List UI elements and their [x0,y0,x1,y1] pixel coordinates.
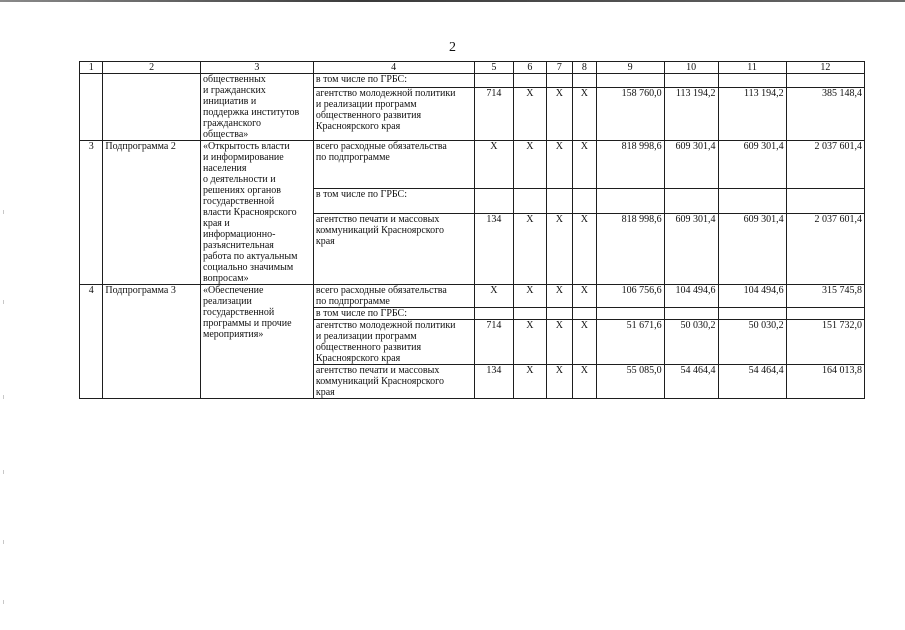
expense-description-cell-line: агентство печати и массовых [315,365,440,376]
value-col11-cell: 609 301,4 [718,141,786,189]
grbs-code-cell: X [474,285,514,308]
col7-cell: X [546,214,572,285]
value-col11-cell: 54 464,4 [718,365,786,399]
value-col11-cell: 50 030,2 [718,320,786,365]
column-header: 5 [474,62,514,74]
subprogram-name-cell-line: информационно- [202,229,276,240]
subprogram-name-cell-line: решениях органов [202,185,281,196]
row-number-cell: 3 [80,141,103,285]
col6-cell: X [514,365,547,399]
scan-top-edge [0,0,905,2]
value-col11-cell: 609 301,4 [718,214,786,285]
value-col10-cell [664,308,718,320]
grbs-code-cell: 134 [474,365,514,399]
value-col11-cell: 104 494,6 [718,285,786,308]
expense-description-cell [313,88,474,141]
expense-description-cell [313,74,474,88]
scan-dot [3,540,4,544]
subprogram-name-cell-line: государственной [202,196,275,207]
column-header: 8 [573,62,596,74]
col8-cell: X [573,285,596,308]
col8-cell [573,74,596,88]
column-header: 4 [313,62,474,74]
value-col11-cell [718,74,786,88]
expense-description-cell [313,189,474,214]
grbs-code-cell: 714 [474,88,514,141]
grbs-code-cell: 134 [474,214,514,285]
subprogram-name-cell [200,141,313,285]
col7-cell: X [546,88,572,141]
value-col10-cell: 104 494,6 [664,285,718,308]
subprogram-name-cell-line: «Открытость власти [202,141,290,152]
subprogram-name-cell-line: общества» [202,129,249,140]
subprogram-name-cell-line: вопросам» [202,273,249,284]
value-col12-cell: 2 037 601,4 [786,141,864,189]
value-col11-cell [718,308,786,320]
subprogram-name-cell-line: программы и прочие [202,318,292,329]
col7-cell [546,74,572,88]
col8-cell: X [573,320,596,365]
subprogram-name-cell-line: государственной [202,307,275,318]
scan-dot [3,210,4,214]
value-col9-cell: 51 671,6 [596,320,664,365]
value-col9-cell [596,308,664,320]
expense-description-cell-line: агентство молодежной политики [315,320,456,331]
row-number-cell: 4 [80,285,103,399]
subprogram-name-cell-line: мероприятия» [202,329,264,340]
value-col9-cell [596,189,664,214]
subprogram-name-cell-line: и информирование [202,152,284,163]
value-col10-cell: 54 464,4 [664,365,718,399]
col8-cell: X [573,141,596,189]
col6-cell: X [514,88,547,141]
expense-description-cell-line: и реализации программ [315,331,417,342]
grbs-code-cell [474,189,514,214]
col6-cell [514,308,547,320]
expense-description-cell-line: коммуникаций Красноярского [315,225,445,237]
grbs-code-cell [474,74,514,88]
value-col12-cell [786,189,864,214]
subprogram-name-cell [200,285,313,399]
value-col9-cell: 818 998,6 [596,214,664,285]
col7-cell: X [546,141,572,189]
page-number: 2 [449,40,456,55]
column-header: 2 [103,62,201,74]
value-col10-cell: 609 301,4 [664,214,718,285]
value-col9-cell: 158 760,0 [596,88,664,141]
col7-cell [546,189,572,214]
column-header-row [80,62,865,74]
value-col10-cell: 113 194,2 [664,88,718,141]
subprogram-name-cell-line: общественных [202,74,266,85]
column-header: 3 [200,62,313,74]
subprogram-name-cell-line: поддержка институтов [202,107,300,118]
expense-description-cell-line: по подпрограмме [315,296,390,307]
grbs-code-cell: X [474,141,514,189]
subprogram-name-cell-line: реализации [202,296,252,307]
expense-description-cell-line: общественного развития [315,110,422,122]
col6-cell: X [514,285,547,308]
table-row [80,74,865,88]
expense-description-cell-line: агентство печати и массовых [315,214,440,226]
scan-dot [3,470,4,474]
column-header: 11 [718,62,786,74]
value-col11-cell: 113 194,2 [718,88,786,141]
expense-description-cell-line: коммуникаций Красноярского [315,376,445,387]
subprogram-name-cell-line: инициатив и [202,96,257,107]
budget-table [79,61,865,399]
subprogram-name-cell [200,74,313,141]
expense-description-cell-line: и реализации программ [315,99,417,111]
subprogram-name-cell-line: края и [202,218,230,229]
col8-cell: X [573,88,596,141]
col6-cell: X [514,320,547,365]
value-col10-cell [664,189,718,214]
expense-description-cell-line: Красноярского края [315,353,401,364]
grbs-code-cell [474,308,514,320]
value-col11-cell [718,189,786,214]
col7-cell: X [546,365,572,399]
value-col9-cell: 818 998,6 [596,141,664,189]
value-col9-cell [596,74,664,88]
value-col12-cell: 385 148,4 [786,88,864,141]
subprogram-name-cell-line: власти Красноярского [202,207,297,218]
subprogram-cell: Подпрограмма 3 [103,285,201,399]
value-col10-cell: 609 301,4 [664,141,718,189]
col8-cell: X [573,365,596,399]
subprogram-name-cell-line: работа по актуальным [202,251,298,262]
scan-dot [3,600,4,604]
subprogram-name-cell-line: «Обеспечение [202,285,264,296]
expense-description-cell-line: всего расходные обязательства [315,285,447,296]
expense-description-cell-line: общественного развития [315,342,422,353]
value-col12-cell: 164 013,8 [786,365,864,399]
grbs-code-cell: 714 [474,320,514,365]
table-row [80,141,865,189]
col8-cell [573,189,596,214]
expense-description-cell-line: агентство молодежной политики [315,88,456,100]
scan-dot [3,395,4,399]
value-col9-cell: 106 756,6 [596,285,664,308]
value-col9-cell: 55 085,0 [596,365,664,399]
column-header: 6 [514,62,547,74]
expense-description-cell-line: края [315,236,335,248]
scan-dot [3,300,4,304]
subprogram-name-cell-line: и гражданских [202,85,266,96]
expense-description-cell [313,214,474,285]
subprogram-name-cell-line: населения [202,163,247,174]
col6-cell: X [514,214,547,285]
col7-cell [546,308,572,320]
expense-description-cell [313,308,474,320]
expense-description-cell-line: в том числе по ГРБС: [315,74,408,85]
value-col12-cell [786,74,864,88]
expense-description-cell [313,285,474,308]
subprogram-name-cell-line: разъяснительная [202,240,274,251]
col7-cell: X [546,285,572,308]
expense-description-cell-line: Красноярского края [315,121,401,133]
expense-description-cell [313,320,474,365]
table-row [80,285,865,308]
expense-description-cell [313,141,474,189]
value-col12-cell: 315 745,8 [786,285,864,308]
column-header: 7 [546,62,572,74]
column-header: 9 [596,62,664,74]
value-col12-cell [786,308,864,320]
col7-cell: X [546,320,572,365]
value-col12-cell: 151 732,0 [786,320,864,365]
column-header: 1 [80,62,103,74]
expense-description-cell-line: в том числе по ГРБС: [315,308,408,319]
col8-cell: X [573,214,596,285]
subprogram-name-cell-line: о деятельности и [202,174,276,185]
value-col10-cell: 50 030,2 [664,320,718,365]
subprogram-name-cell-line: социально значимым [202,262,294,273]
value-col10-cell [664,74,718,88]
col6-cell [514,74,547,88]
col8-cell [573,308,596,320]
expense-description-cell [313,365,474,399]
row-number-cell [80,74,103,141]
value-col12-cell: 2 037 601,4 [786,214,864,285]
subprogram-cell: Подпрограмма 2 [103,141,201,285]
expense-description-cell-line: по подпрограмме [315,152,390,163]
column-header: 12 [786,62,864,74]
col6-cell [514,189,547,214]
subprogram-cell [103,74,201,141]
col6-cell: X [514,141,547,189]
expense-description-cell-line: в том числе по ГРБС: [315,189,408,200]
column-header: 10 [664,62,718,74]
expense-description-cell-line: всего расходные обязательства [315,141,447,152]
expense-description-cell-line: края [315,387,335,398]
subprogram-name-cell-line: гражданского [202,118,261,129]
